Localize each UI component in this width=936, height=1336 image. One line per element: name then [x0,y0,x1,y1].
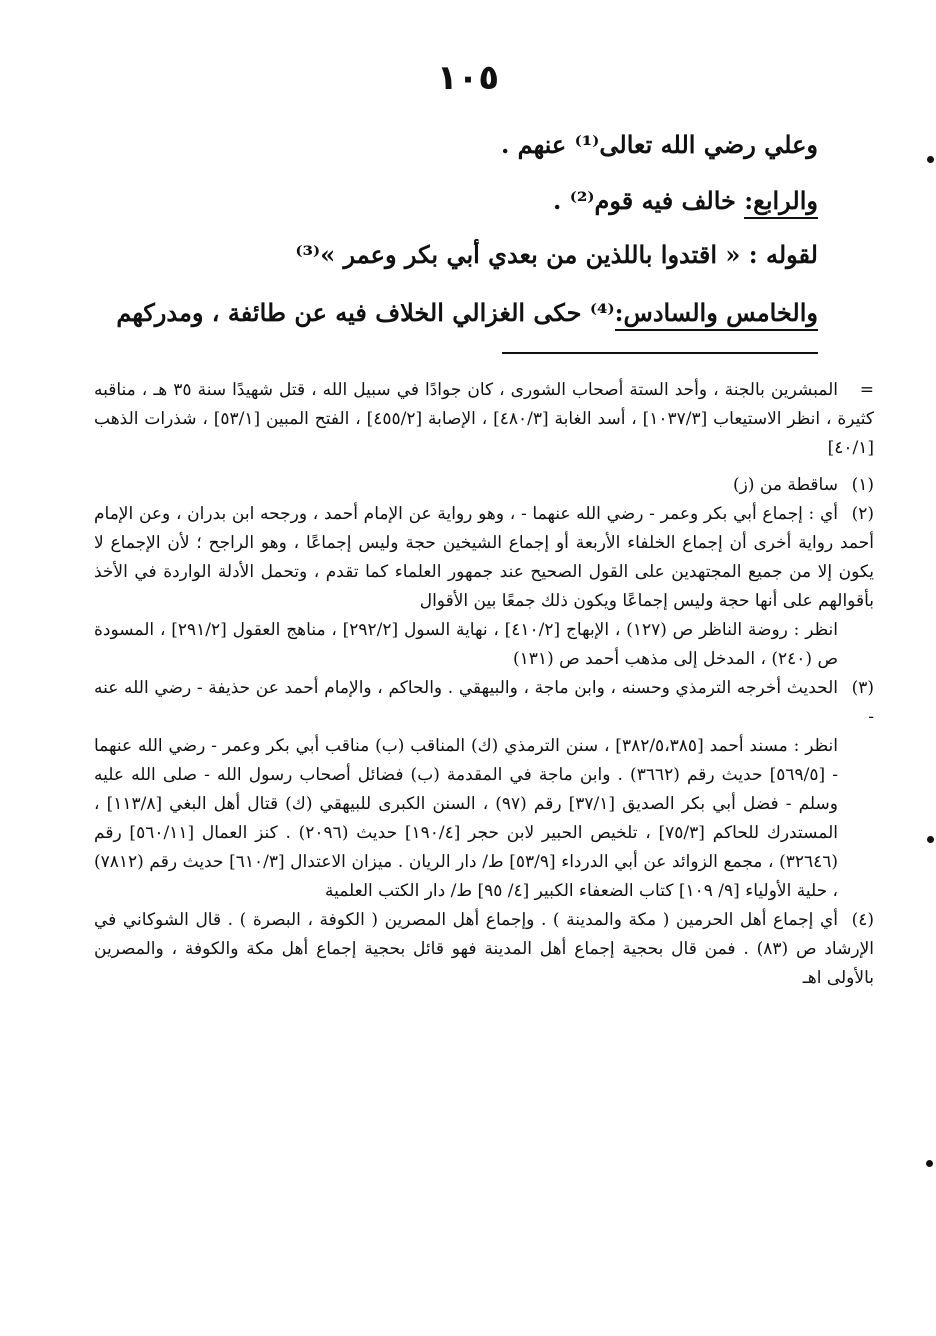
footnote-4-marker: (٤) [851,910,874,930]
footnote-4-text: أي إجماع أهل الحرمين ( مكة والمدينة ) . وإجماع أهل المصرين ( الكوفة ، البصرة ) . قال الشوكاني في الإرشاد ص (٨٣) . فمن قال بحجية إجماع أهل المدينة فهو قائل بحجية إجماع أهل مكة والكوفة ، والمصرين بالأولى اهـ [94,910,874,988]
footnote-3-text: الحديث أخرجه الترمذي وحسنه ، وابن ماجة ، والبيهقي . والحاكم ، والإمام أحمد عن حذيفة - رضي الله عنه - [94,678,874,727]
main-line-4-text: ⁽⁴⁾ حكى الغزالي الخلاف فيه عن طائفة ، ومدركهم [116,298,615,327]
footnote-separator [502,352,818,354]
footnote-1-text: ساقطة من (ز) [733,475,838,495]
page-number: ١٠٥ [436,58,500,98]
heading-fifth-sixth: والخامس والسادس: [615,298,818,331]
main-line-1: وعلي رضي الله تعالى⁽¹⁾ عنهم . [500,130,818,159]
scan-speck [926,1160,933,1167]
main-line-3: لقوله : « اقتدوا باللذين من بعدي أبي بكر وعمر »⁽³⁾ [295,240,818,269]
main-line-2-text: خالف فيه قوم⁽²⁾ . [552,186,745,215]
footnote-1 [94,471,874,500]
footnote-3-references: انظر : مسند أحمد [٣٨٢/٥،٣٨٥] ، سنن الترمذي (ك) المناقب (ب) مناقب أبي بكر وعمر - رضي الله عنهما - [٥٦٩/٥] حديث رقم (٣٦٦٢) . وابن ماجة في المقدمة (ب) فضائل أصحاب رسول الله - صلى الله عليه وسلم - فضل أبي بكر الصديق [٣٧/١] رقم (٩٧) ، السنن الكبرى للبيهقي (ك) قتال أهل البغي [١١٣/٨] ، المستدرك للحاكم [٧٥/٣] ، تلخيص الحبير لابن حجر [١٩٠/٤] حديث (٢٠٩٦) . كنز العمال [٥٦٠/١١] رقم (٣٢٦٤٦) ، مجمع الزوائد عن أبي الدرداء [٥٣/٩] ط/ دار الريان . ميزان الاعتدال [٦١٠/٣] حديث رقم (٧٨١٢) ، حلية الأولياء [٩/ ١٠٩] كتاب الضعفاء الكبير [٤/ ٩٥] ط/ دار الكتب العلمية [94,736,839,901]
footnote-2 [94,500,874,616]
main-line-4 [116,298,818,327]
footnote-4 [94,906,874,993]
scan-speck [927,836,934,843]
footnote-2-marker: (٢) [851,504,874,524]
footnote-3 [94,674,874,732]
continuation-text: المبشرين بالجنة ، وأحد الستة أصحاب الشورى ، كان جوادًا في سبيل الله ، قتل شهيدًا سنة ٣٥ هـ ، مناقبه كثيرة ، انظر الاستيعاب [١٠٣٧/٣] ، أسد الغابة [٤٨٠/٣] ، الإصابة [٤٥٥/٢] ، الفتح المبين [٥٣/١] ، شذرات الذهب [٤٠/١] [94,380,875,458]
footnote-3-marker: (٣) [851,678,874,698]
main-line-2 [553,186,818,215]
footnote-continuation [94,376,874,463]
scan-speck [927,156,934,163]
footnote-1-marker: (١) [851,475,874,495]
footnote-2-text: أي : إجماع أبي بكر وعمر - رضي الله عنهما - ، وهو رواية عن الإمام أحمد ، ورجحه ابن بدران ، وعن الإمام أحمد رواية أخرى أن إجماع الخلفاء الأربعة أو إجماع الشيخين حجة وليس إجماعًا ، وهو الراجح ؛ لأن الإجماع لا يكون إلا من جميع المجتهدين على القول الصحيح عند جمهور العلماء كما تقدم ، وتحمل الأدلة الواردة في الأخذ بأقوالهم على أنها حجة وليس إجماعًا ويكون ذلك جمعًا بين الأقوال [94,504,874,611]
continuation-marker: = [859,380,874,400]
footnote-2-references: انظر : روضة الناظر ص (١٢٧) ، الإبهاج [٤١٠/٢] ، نهاية السول [٢٩٢/٢] ، مناهج العقول [٢٩١/٢] ، المسودة ص (٢٤٠) ، المدخل إلى مذهب أحمد ص (١٣١) [94,620,838,669]
heading-fourth: والرابع: [744,186,818,219]
footnotes [94,376,874,993]
